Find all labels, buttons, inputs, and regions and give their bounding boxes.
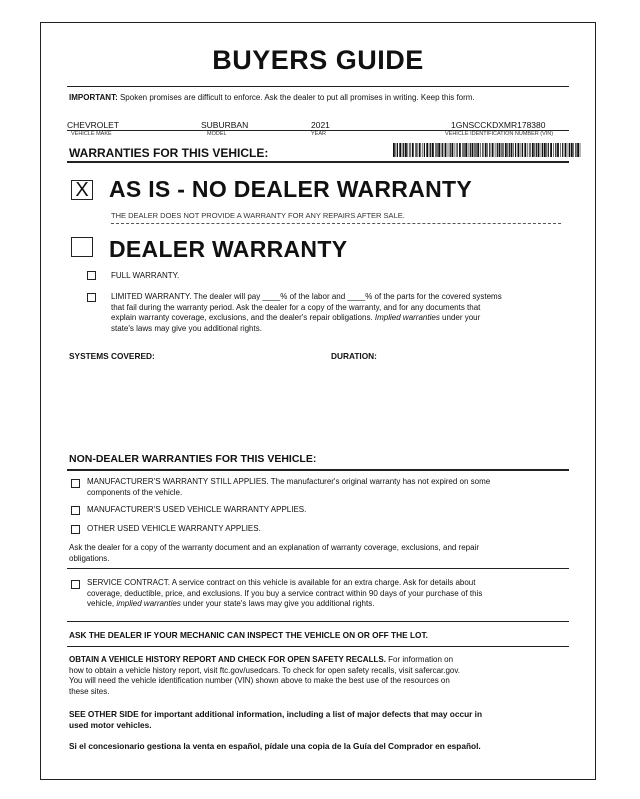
implied-warranties-italic: Implied warranties — [374, 313, 440, 322]
barcode-bar — [422, 143, 423, 157]
barcode-bar — [577, 143, 579, 157]
limited-warranty-line: that fail during the warranty period. Ask the dealer for a copy of the warranty, and for any documents that — [111, 302, 481, 312]
barcode-bar — [438, 143, 440, 157]
barcode-bar — [507, 143, 508, 157]
barcode-bar — [560, 143, 561, 157]
other-side-line: used motor vehicles. — [69, 720, 152, 730]
barcode-bar — [472, 143, 474, 157]
barcode-bar — [505, 143, 507, 157]
barcode-bar — [528, 143, 529, 157]
important-notice — [69, 93, 475, 102]
divider — [67, 621, 569, 622]
barcode-bar — [518, 143, 520, 157]
barcode-bar — [489, 143, 490, 157]
vehicle-history-text — [69, 655, 584, 697]
barcode-bar — [562, 143, 563, 157]
barcode-bar — [415, 143, 416, 157]
ask-dealer-line: obligations. — [69, 553, 110, 563]
barcode-bar — [495, 143, 496, 157]
barcode-bar — [429, 143, 430, 157]
barcode-bar — [435, 143, 436, 157]
ask-dealer-text — [69, 543, 579, 564]
barcode-bar — [569, 143, 570, 157]
barcode-bar — [522, 143, 523, 157]
other-used-label: OTHER USED VEHICLE WARRANTY APPLIES. — [87, 524, 261, 533]
limited-warranty-line: LIMITED WARRANTY. The dealer will pay ____% of the labor and ____% of the parts for the covered systems — [111, 292, 502, 301]
as-is-heading: AS IS - NO DEALER WARRANTY — [109, 176, 473, 202]
barcode-bar — [553, 143, 554, 157]
barcode-bar — [524, 143, 526, 157]
barcode-bar — [477, 143, 479, 157]
barcode-bar — [542, 143, 543, 157]
barcode-bar — [550, 143, 552, 157]
barcode-bar — [571, 143, 573, 157]
full-warranty-label: FULL WARRANTY. — [111, 271, 180, 280]
service-contract-line — [87, 599, 582, 610]
vehicle-make-label: VEHICLE MAKE — [71, 131, 112, 137]
service-contract-text-part: under your state's laws may give you additional rights. — [180, 599, 375, 608]
barcode-bar — [405, 143, 407, 157]
vehicle-model-label: MODEL — [207, 131, 227, 137]
barcode-bar — [412, 143, 414, 157]
service-contract-text-part: vehicle, — [87, 599, 117, 608]
limited-warranty-line — [111, 313, 581, 324]
divider — [67, 86, 569, 87]
barcode-bar — [511, 143, 513, 157]
vehicle-history-bold: OBTAIN A VEHICLE HISTORY REPORT AND CHECK FOR OPEN SAFETY RECALLS. — [69, 655, 386, 664]
barcode-bar — [424, 143, 425, 157]
as-is-subtext: THE DEALER DOES NOT PROVIDE A WARRANTY FOR ANY REPAIRS AFTER SALE. — [111, 211, 405, 220]
vehicle-history-line: You will need the vehicle identification number (VIN) shown above to make the best use of the resources on — [69, 676, 450, 685]
barcode-bar — [475, 143, 476, 157]
barcode-bar — [393, 143, 395, 157]
other-side-line — [69, 709, 584, 720]
buyers-guide-form — [40, 22, 596, 780]
barcode-bar — [445, 143, 447, 157]
barcode-bar — [408, 143, 409, 157]
other-side-text-part: SEE OTHER SIDE — [69, 709, 139, 719]
as-is-checkbox[interactable] — [71, 180, 93, 200]
barcode-bar — [536, 143, 537, 157]
barcode-bar — [402, 143, 403, 157]
barcode-bar — [465, 143, 467, 157]
full-warranty-checkbox[interactable] — [87, 271, 96, 280]
barcode-bar — [575, 143, 576, 157]
important-text: Spoken promises are difficult to enforce. Ask the dealer to put all promises in writing. Keep this form. — [119, 93, 475, 102]
vehicle-year: 2021 — [311, 120, 330, 130]
barcode-bar — [397, 143, 398, 157]
spanish-notice: Si el concesionario gestiona la venta en español, pídale una copia de la Guía del Comprador en español. — [69, 741, 481, 751]
manufacturer-warranty-line: components of the vehicle. — [87, 487, 183, 497]
barcode-bar — [544, 143, 546, 157]
barcode-bar — [538, 143, 540, 157]
vehicle-history-line: these sites. — [69, 686, 110, 696]
barcode-bar — [548, 143, 549, 157]
limited-warranty-line: state's laws may give you additional rights. — [111, 323, 262, 333]
barcode-bar — [502, 143, 503, 157]
divider — [67, 161, 569, 163]
limited-warranty-text — [111, 292, 581, 334]
limited-warranty-text-part: explain warranty coverage, exclusions, and the dealer's repair obligations. — [111, 313, 375, 322]
barcode-bar — [555, 143, 556, 157]
barcode-bar — [482, 143, 483, 157]
dealer-warranty-heading: DEALER WARRANTY — [109, 236, 348, 262]
barcode-bar — [419, 143, 421, 157]
manufacturer-warranty-line: MANUFACTURER'S WARRANTY STILL APPLIES. The manufacturer's original warranty has not expired on some — [87, 477, 491, 486]
vehicle-vin: 1GNSCCKDXMR178380 — [451, 120, 546, 130]
barcode-image — [393, 143, 583, 157]
barcode-bar — [409, 143, 410, 157]
implied-warranties-italic: implied warranties — [116, 599, 181, 608]
service-contract-checkbox[interactable] — [71, 580, 80, 589]
barcode-bar — [450, 143, 451, 157]
barcode-bar — [448, 143, 449, 157]
vehicle-history-line: how to obtain a vehicle history report, visit ftc.gov/usedcars. To check for open safety recalls, visit safercar.gov. — [69, 665, 460, 675]
manufacturer-warranty-text — [87, 477, 577, 498]
manufacturer-used-checkbox[interactable] — [71, 506, 80, 515]
barcode-bar — [474, 143, 475, 157]
barcode-bar — [532, 143, 534, 157]
barcode-bar — [485, 143, 487, 157]
barcode-bar — [534, 143, 535, 157]
systems-covered-label: SYSTEMS COVERED: — [69, 351, 155, 361]
service-contract-line: SERVICE CONTRACT. A service contract on this vehicle is available for an extra charge. Ask for details about — [87, 578, 476, 587]
barcode-bar — [513, 143, 514, 157]
service-contract-text — [87, 578, 582, 610]
barcode-bar — [501, 143, 502, 157]
other-used-checkbox[interactable] — [71, 525, 80, 534]
checkbox-x-mark: X — [75, 179, 89, 201]
barcode-bar — [515, 143, 516, 157]
barcode-bar — [487, 143, 488, 157]
barcode-bar — [580, 143, 581, 157]
barcode-bar — [441, 143, 442, 157]
other-side-text-part: for important additional information, including a list of major defects that may occur in — [138, 709, 483, 719]
barcode-bar — [509, 143, 510, 157]
vehicle-vin-label: VEHICLE IDENTIFICATION NUMBER (VIN) — [445, 131, 554, 137]
manufacturer-used-label: MANUFACTURER'S USED VEHICLE WARRANTY APPLIES. — [87, 505, 307, 514]
manufacturer-warranty-checkbox[interactable] — [71, 479, 80, 488]
barcode-bar — [459, 143, 461, 157]
vehicle-history-text-part: For information on — [385, 655, 454, 664]
barcode-bar — [557, 143, 559, 157]
dashed-divider — [111, 223, 561, 224]
barcode-bar — [432, 143, 434, 157]
barcode-bar — [462, 143, 463, 157]
barcode-bar — [442, 143, 443, 157]
barcode-bar — [546, 143, 547, 157]
vehicle-year-label: YEAR — [311, 131, 326, 137]
divider — [67, 568, 569, 569]
duration-label: DURATION: — [331, 351, 377, 361]
vehicle-model: SUBURBAN — [201, 120, 249, 130]
other-side-text — [69, 709, 584, 731]
barcode-bar — [565, 143, 567, 157]
barcode-bar — [452, 143, 454, 157]
barcode-bar — [416, 143, 417, 157]
barcode-bar — [541, 143, 542, 157]
barcode-bar — [480, 143, 481, 157]
barcode-bar — [521, 143, 522, 157]
service-contract-line: coverage, deductible, price, and exclusions. If you buy a service contract within 90 days of your purchase of this — [87, 588, 483, 598]
ask-dealer-line: Ask the dealer for a copy of the warranty document and an explanation of warranty coverage, exclusions, and repair — [69, 543, 480, 552]
barcode-bar — [396, 143, 397, 157]
barcode-bar — [457, 143, 458, 157]
barcode-bar — [470, 143, 471, 157]
limited-warranty-checkbox[interactable] — [87, 293, 96, 302]
barcode-bar — [568, 143, 569, 157]
barcode-bar — [497, 143, 498, 157]
warranties-header: WARRANTIES FOR THIS VEHICLE: — [69, 146, 269, 160]
divider — [67, 469, 569, 471]
barcode-bar — [436, 143, 437, 157]
dealer-warranty-checkbox[interactable] — [71, 237, 93, 257]
divider — [67, 646, 569, 647]
barcode-bar — [468, 143, 469, 157]
barcode-bar — [399, 143, 401, 157]
barcode-bar — [529, 143, 530, 157]
barcode-bar — [463, 143, 464, 157]
barcode-bar — [403, 143, 404, 157]
barcode-bar — [499, 143, 501, 157]
vehicle-make: CHEVROLET — [67, 120, 119, 130]
barcode-bar — [573, 143, 574, 157]
important-label: IMPORTANT: — [69, 93, 118, 102]
vehicle-history-line — [69, 655, 584, 666]
barcode-bar — [492, 143, 494, 157]
mechanic-inspection-text: ASK THE DEALER IF YOUR MECHANIC CAN INSPECT THE VEHICLE ON OR OFF THE LOT. — [69, 630, 428, 640]
limited-warranty-text-part: under your — [439, 313, 481, 322]
barcode-bar — [426, 143, 428, 157]
page-title: BUYERS GUIDE — [212, 45, 424, 75]
barcode-bar — [430, 143, 431, 157]
barcode-bar — [455, 143, 456, 157]
non-dealer-header: NON-DEALER WARRANTIES FOR THIS VEHICLE: — [69, 453, 317, 465]
